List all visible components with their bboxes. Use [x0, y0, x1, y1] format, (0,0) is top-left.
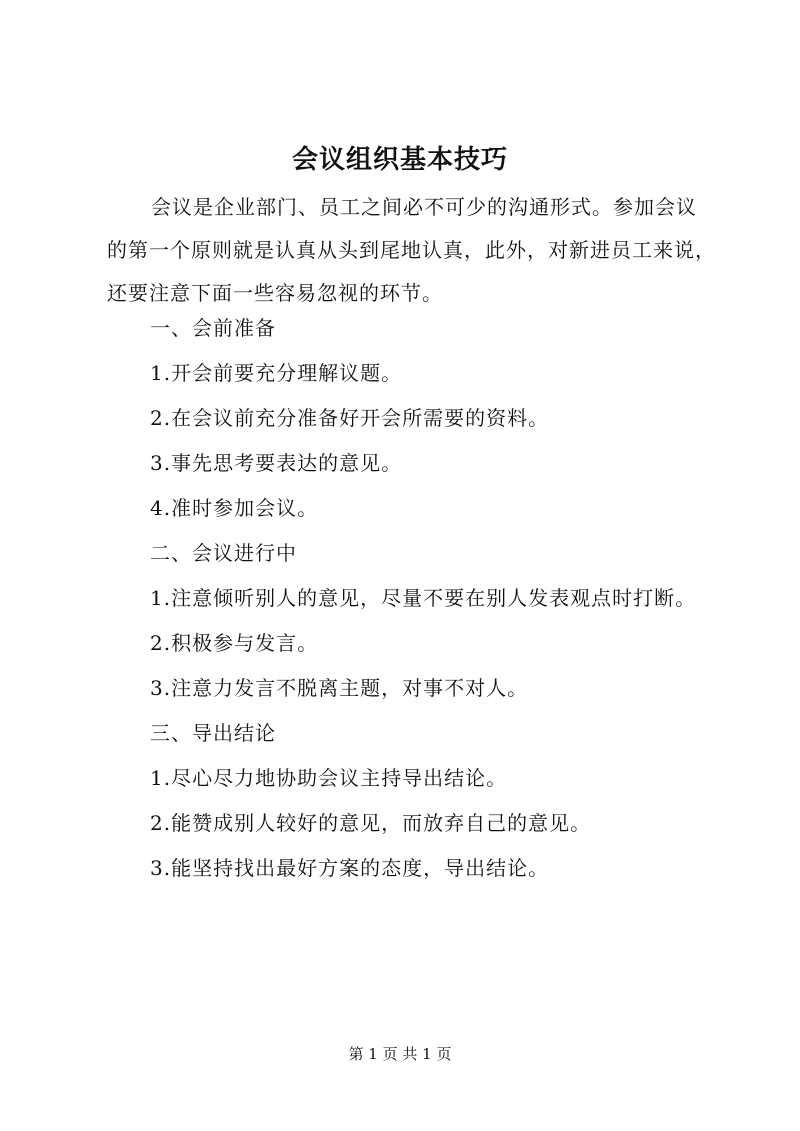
list-item: 2.积极参与发言。 — [150, 631, 319, 655]
section-heading: 二、会议进行中 — [150, 541, 297, 565]
list-item: 2.在会议前充分准备好开会所需要的资料。 — [150, 406, 550, 430]
list-item: 2.能赞成别人较好的意见，而放弃自己的意见。 — [150, 811, 592, 835]
intro-line: 还要注意下面一些容易忽视的环节。 — [107, 281, 443, 305]
section-heading: 三、导出结论 — [150, 721, 276, 745]
list-item: 3.能坚持找出最好方案的态度，导出结论。 — [150, 856, 550, 880]
list-item: 1.注意倾听别人的意见，尽量不要在别人发表观点时打断。 — [150, 586, 697, 610]
intro-paragraph — [107, 186, 716, 315]
list-item: 1.尽心尽力地协助会议主持导出结论。 — [150, 766, 508, 790]
list-item: 3.注意力发言不脱离主题，对事不对人。 — [150, 676, 529, 700]
document-title: 会议组织基本技巧 — [291, 145, 508, 175]
page-footer: 第 1 页 共 1 页 — [348, 1045, 452, 1063]
intro-line: 会议是企业部门、员工之间必不可少的沟通形式。参加会议 — [151, 195, 697, 219]
section-heading: 一、会前准备 — [150, 316, 276, 340]
list-item: 4.准时参加会议。 — [150, 496, 319, 520]
intro-line: 的第一个原则就是认真从头到尾地认真，此外，对新进员工来说， — [107, 238, 716, 262]
list-item: 1.开会前要充分理解议题。 — [150, 361, 403, 385]
content-list — [150, 307, 750, 892]
list-item: 3.事先思考要表达的意见。 — [150, 451, 403, 475]
